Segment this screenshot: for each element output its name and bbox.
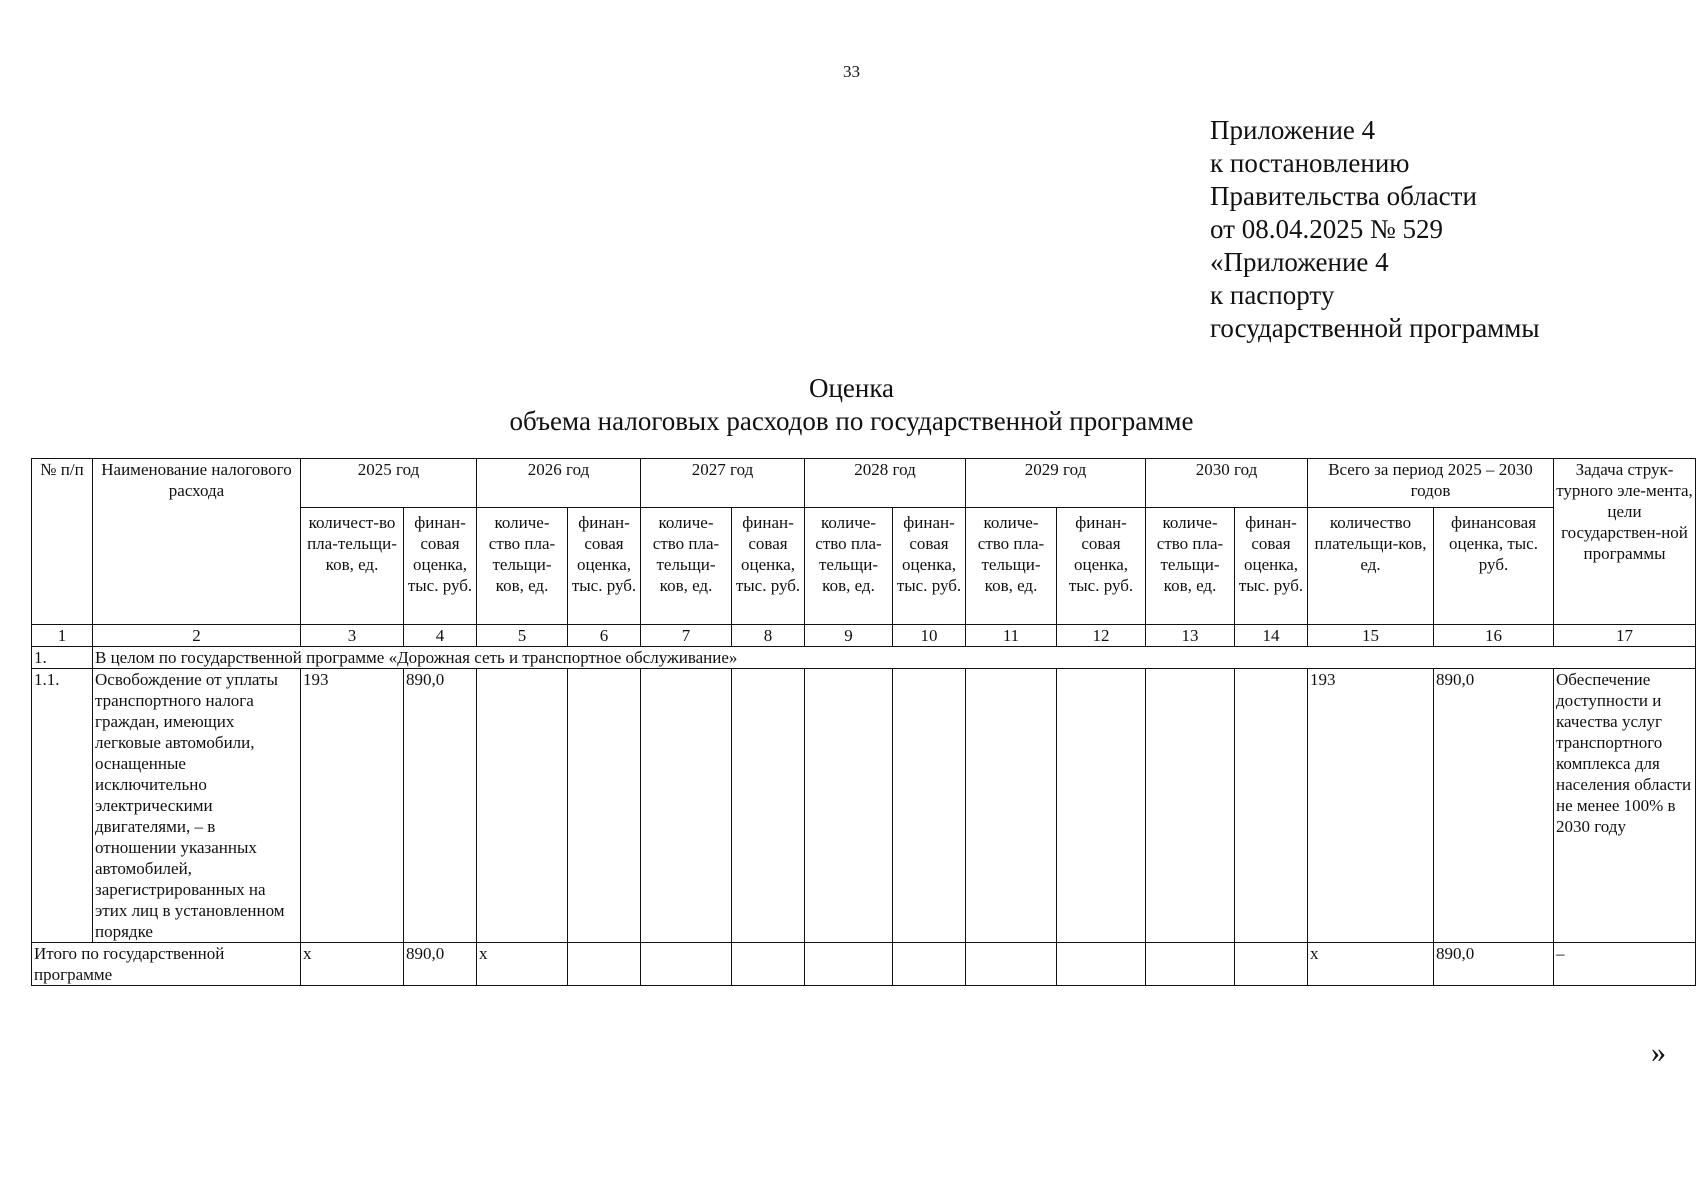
cell-value: 193 — [1308, 669, 1434, 943]
total-value: 890,0 — [1434, 943, 1554, 986]
column-number: 1 — [32, 625, 93, 647]
total-row — [32, 943, 1696, 986]
column-number: 14 — [1235, 625, 1308, 647]
header-sub-finance: финан-совая оценка, тыс. руб. — [1235, 508, 1308, 625]
total-value: 890,0 — [404, 943, 477, 986]
header-total: Всего за период 2025 – 2030 годов — [1308, 459, 1554, 508]
row-name: Освобождение от уплаты транспортного налога граждан, имеющих легковые автомобили, оснащенные исключительно электрическими двигателями, – в отношении указанных автомобилей, зарегистрированных на этих лиц в установленном порядке — [93, 669, 301, 943]
column-number: 2 — [93, 625, 301, 647]
appendix-line: Правительства области — [1210, 181, 1477, 211]
row-num: 1.1. — [32, 669, 93, 943]
total-value: x — [301, 943, 404, 986]
total-value — [893, 943, 966, 986]
column-number: 8 — [732, 625, 805, 647]
cell-value — [1057, 669, 1146, 943]
column-number: 15 — [1308, 625, 1434, 647]
column-number-row — [32, 625, 1696, 647]
cell-value — [477, 669, 568, 943]
header-name: Наименование налогового расхода — [93, 459, 301, 625]
header-task: Задача струк-турного эле-мента, цели государствен-ной программы — [1554, 459, 1696, 625]
header-year: 2030 год — [1146, 459, 1308, 508]
header-year: 2029 год — [966, 459, 1146, 508]
total-value — [641, 943, 732, 986]
cell-value — [1235, 669, 1308, 943]
cell-value: 890,0 — [1434, 669, 1554, 943]
section-row — [32, 647, 1696, 669]
header-sub-count: количест-во пла-тельщи-ков, ед. — [301, 508, 404, 625]
title-line: Оценка — [808, 373, 895, 403]
cell-value — [732, 669, 805, 943]
header-sub-count: количество плательщи-ков, ед. — [1308, 508, 1434, 625]
table-row — [32, 669, 1696, 943]
header-sub-finance: финан-совая оценка, тыс. руб. — [404, 508, 477, 625]
appendix-line: к постановлению — [1210, 148, 1410, 178]
appendix-line: государственной программы — [1210, 313, 1540, 343]
appendix-line: Приложение 4 — [1210, 115, 1376, 145]
column-number: 6 — [568, 625, 641, 647]
appendix-block — [1210, 114, 1540, 345]
title-line: объема налоговых расходов по государственной программе — [509, 406, 1194, 436]
column-number: 16 — [1434, 625, 1554, 647]
tax-expenditure-table-wrapper — [31, 458, 1693, 986]
column-number: 5 — [477, 625, 568, 647]
header-year: 2025 год — [301, 459, 477, 508]
header-sub-count: количе-ство пла-тельщи-ков, ед. — [966, 508, 1057, 625]
total-value — [1235, 943, 1308, 986]
header-sub-finance: финан-совая оценка, тыс. руб. — [1057, 508, 1146, 625]
header-sub-count: количе-ство пла-тельщи-ков, ед. — [1146, 508, 1235, 625]
header-sub-finance: финансовая оценка, тыс. руб. — [1434, 508, 1554, 625]
appendix-line: от 08.04.2025 № 529 — [1210, 214, 1443, 244]
document-title — [0, 372, 1703, 438]
cell-value — [966, 669, 1057, 943]
column-number: 12 — [1057, 625, 1146, 647]
column-number: 17 — [1554, 625, 1696, 647]
page-number: 33 — [843, 62, 860, 81]
cell-value: 193 — [301, 669, 404, 943]
header-year: 2026 год — [477, 459, 641, 508]
cell-value — [641, 669, 732, 943]
total-value — [1057, 943, 1146, 986]
column-number: 10 — [893, 625, 966, 647]
row-task: Обеспечение доступности и качества услуг транспортного комплекса для населения области не менее 100% в 2030 году — [1554, 669, 1696, 943]
column-number: 7 — [641, 625, 732, 647]
header-num: № п/п — [32, 459, 93, 625]
header-sub-count: количе-ство пла-тельщи-ков, ед. — [477, 508, 568, 625]
header-sub-count: количе-ство пла-тельщи-ков, ед. — [641, 508, 732, 625]
header-sub-count: количе-ство пла-тельщи-ков, ед. — [805, 508, 893, 625]
header-year: 2028 год — [805, 459, 966, 508]
column-number: 11 — [966, 625, 1057, 647]
cell-value — [1146, 669, 1235, 943]
column-number: 13 — [1146, 625, 1235, 647]
appendix-line: к паспорту — [1210, 280, 1335, 310]
header-sub-finance: финан-совая оценка, тыс. руб. — [732, 508, 805, 625]
column-number: 3 — [301, 625, 404, 647]
closing-quote-mark: » — [1651, 1036, 1666, 1069]
column-number: 4 — [404, 625, 477, 647]
total-value: x — [477, 943, 568, 986]
total-value: x — [1308, 943, 1434, 986]
cell-value — [805, 669, 893, 943]
appendix-line: «Приложение 4 — [1210, 247, 1389, 277]
header-year: 2027 год — [641, 459, 805, 508]
total-value — [1146, 943, 1235, 986]
section-title: В целом по государственной программе «Дорожная сеть и транспортное обслуживание» — [93, 647, 1696, 669]
section-num: 1. — [32, 647, 93, 669]
column-number: 9 — [805, 625, 893, 647]
cell-value — [893, 669, 966, 943]
total-value — [805, 943, 893, 986]
tax-expenditure-table — [31, 458, 1696, 986]
cell-value: 890,0 — [404, 669, 477, 943]
total-value — [966, 943, 1057, 986]
total-value — [568, 943, 641, 986]
total-value — [732, 943, 805, 986]
total-label: Итого по государственной программе — [32, 943, 301, 986]
total-task: – — [1554, 943, 1696, 986]
header-sub-finance: финан-совая оценка, тыс. руб. — [568, 508, 641, 625]
header-sub-finance: финан-совая оценка, тыс. руб. — [893, 508, 966, 625]
cell-value — [568, 669, 641, 943]
